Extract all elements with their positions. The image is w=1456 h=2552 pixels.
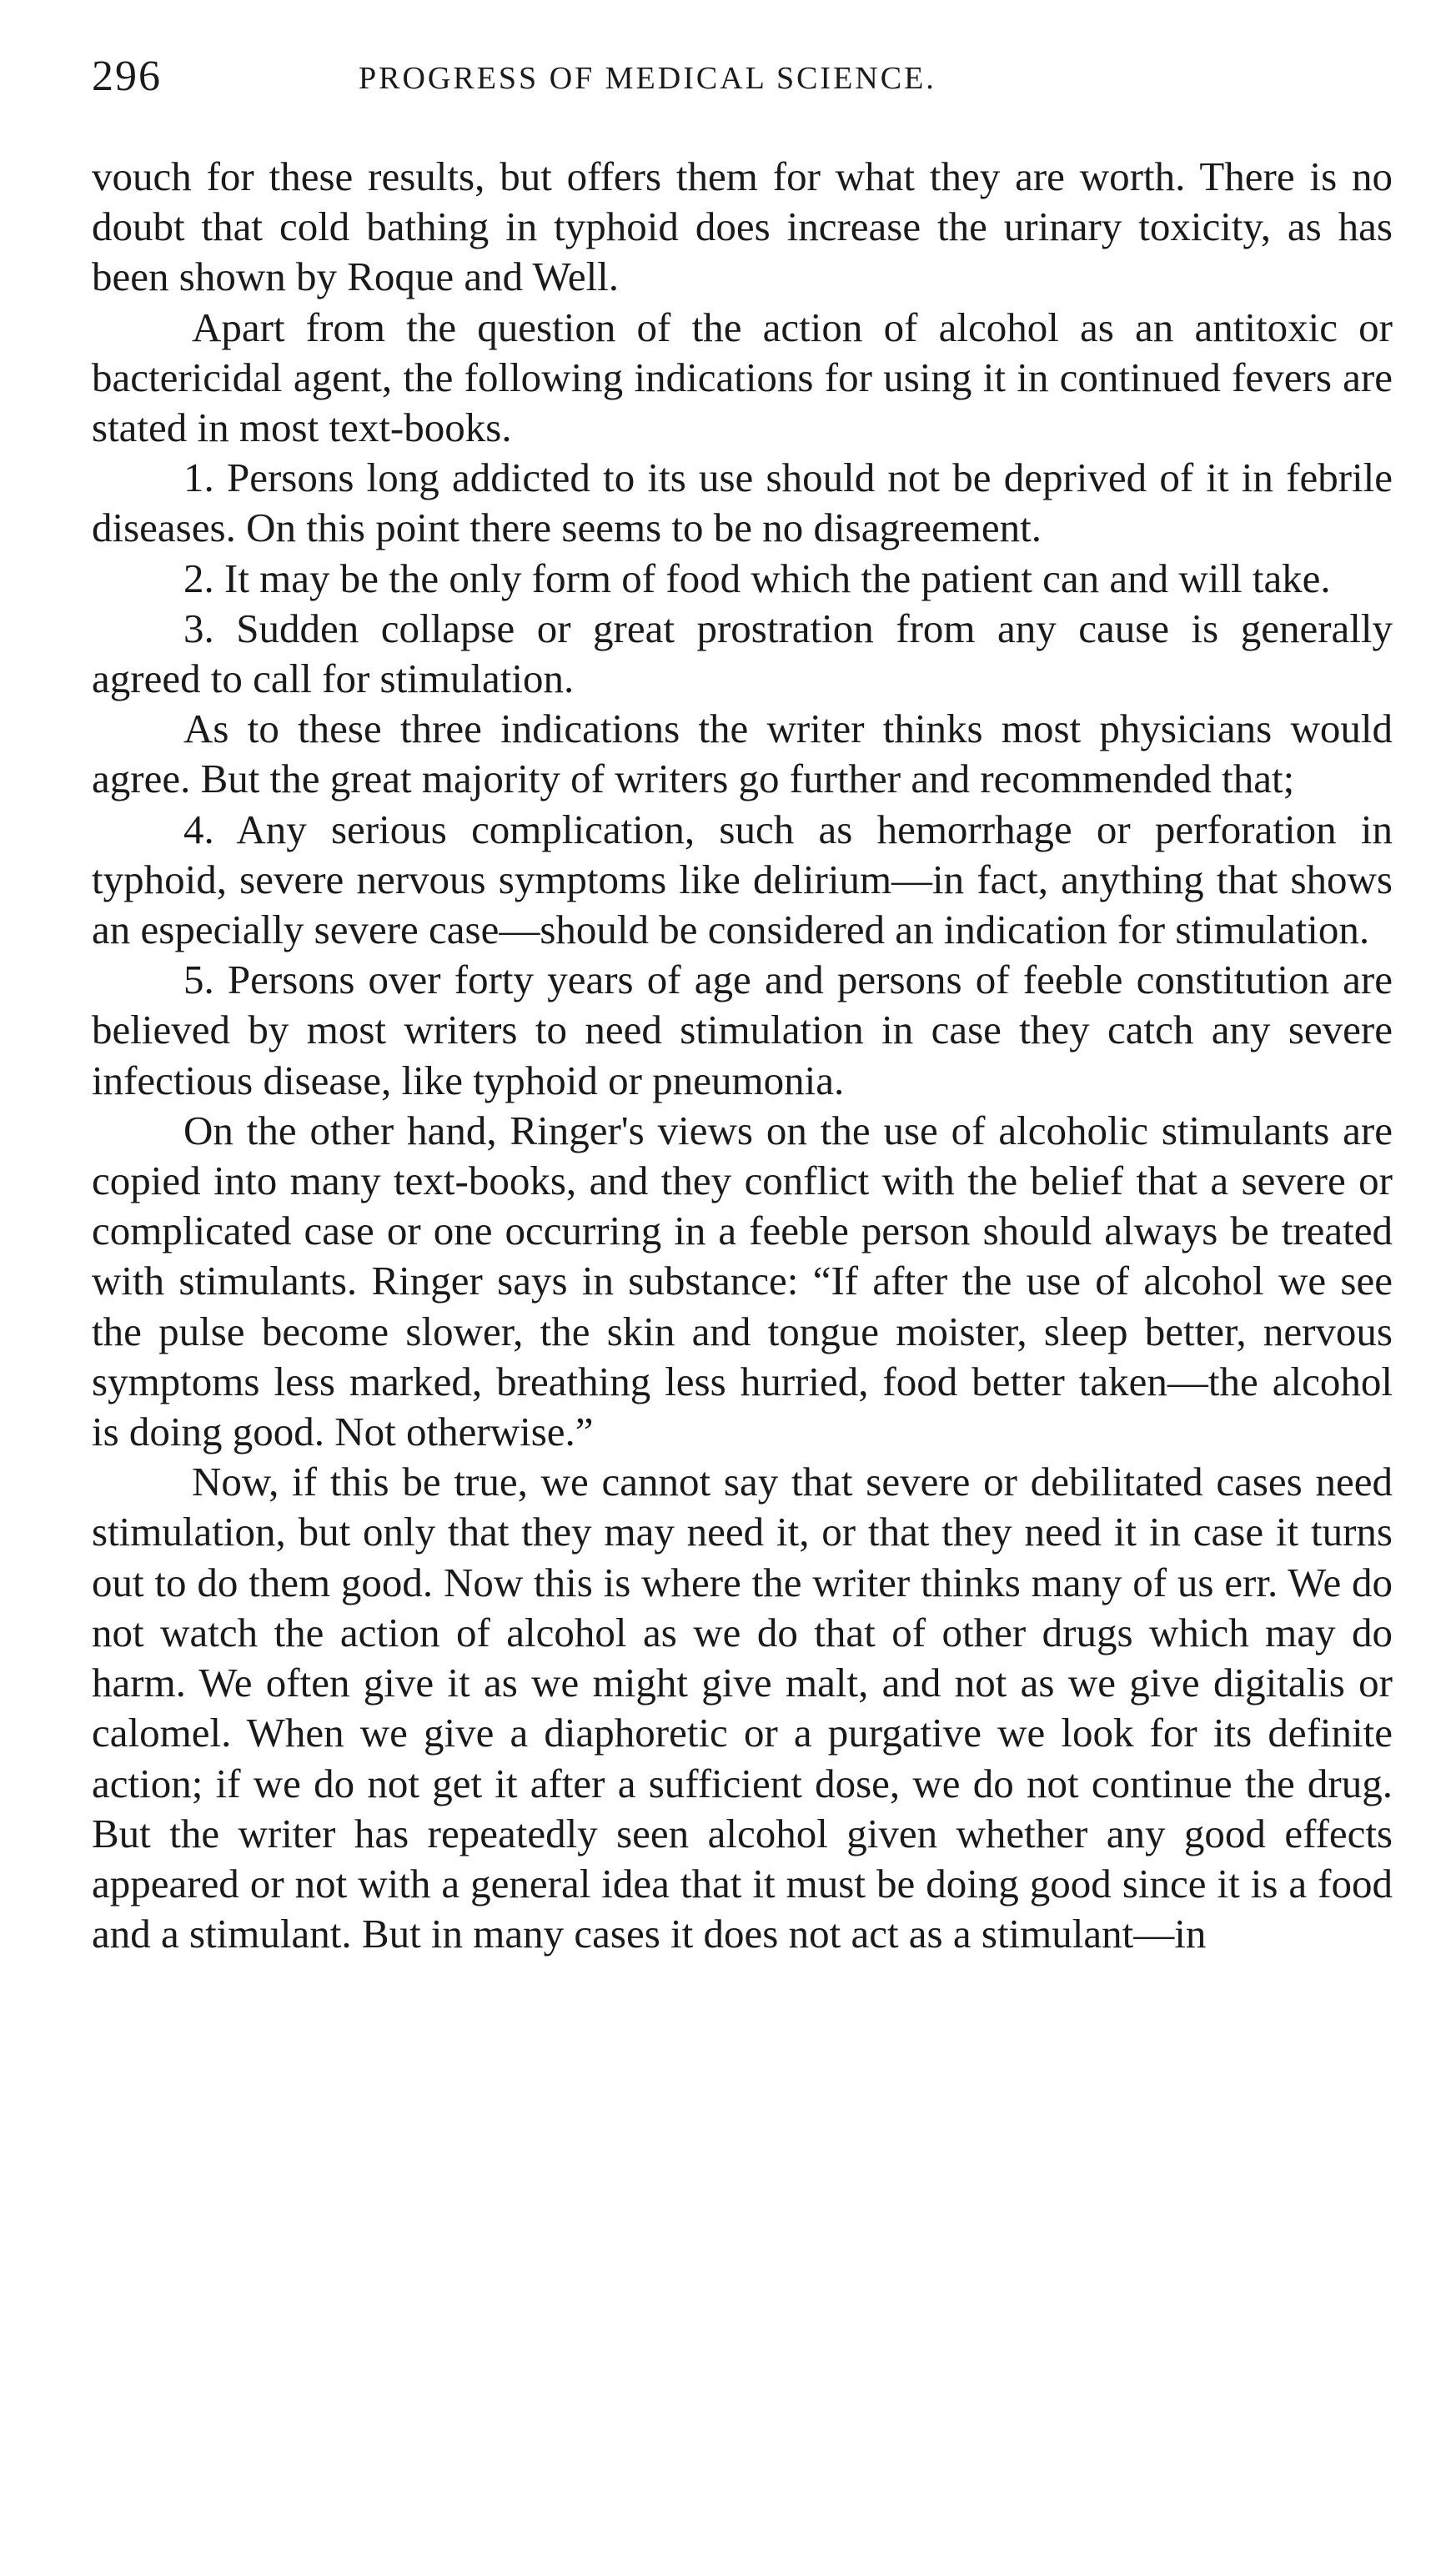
paragraph-three-indications: As to these three indications the writer thinks most physicians would agree. But the great majority of writers go further and recommended that; [92,706,1393,802]
list-item-3: 3. Sudden collapse or great prostration from any cause is generally agreed to call for stimulation. [92,605,1393,702]
page-number: 296 [92,53,162,100]
paragraph-alcohol-indications: Apart from the question of the action of alcohol as an antitoxic or bactericidal agent, the following indications for using it in continued fevers are stated in most text-books. [92,304,1393,451]
paragraph-ringer-views: On the other hand, Ringer's views on the use of alcoholic stimulants are copied into many text-books, and they conflict with the belief that a severe or complicated case or one occurring in a feeble person should always be treated with stimulants. Ringer says in substance: “If after the use of alcohol we see the pulse become slower, the skin and tongue moister, sleep better, nervous symptoms less marked, breathing less hurried, food better taken—the alcohol is doing good. Not otherwise.” [92,1107,1393,1455]
list-item-2: 2. It may be the only form of food which the patient can and will take. [183,555,1331,601]
body-text [92,152,1393,1959]
running-head: PROGRESS OF MEDICAL SCIENCE. [359,61,936,96]
page-header [92,52,1376,118]
list-item-5: 5. Persons over forty years of age and persons of feeble constitution are believed by most writers to need stimulation in case they catch any severe infectious disease, like typhoid or pneumonia. [92,957,1393,1103]
list-item-1: 1. Persons long addicted to its use should not be deprived of it in febrile diseases. On this point there seems to be no disagreement. [92,455,1393,551]
paragraph-continuation: vouch for these results, but offers them for what they are worth. There is no doubt that cold bathing in typhoid does increase the urinary toxicity, as has been shown by Roque and Well. [92,153,1393,300]
list-item-4: 4. Any serious complication, such as hemorrhage or perforation in typhoid, severe nervous symptoms like delirium—in fact, anything that shows an especially severe case—should be considered an indication for stimulation. [92,806,1393,953]
paragraph-now-if-true: Now, if this be true, we cannot say that severe or debilitated cases need stimulation, but only that they may need it, or that they need it in case it turns out to do them good. Now this is where the writer thinks many of us err. We do not watch the action of alcohol as we do that of other drugs which may do harm. We often give it as we might give malt, and not as we give digitalis or calomel. When we give a diaphoretic or a purgative we look for its definite action; if we do not get it after a sufficient dose, we do not continue the drug. But the writer has repeatedly seen alcohol given whether any good effects appeared or not with a general idea that it must be doing good since it is a food and a stimulant. But in many cases it does not act as a stimulant—in [92,1459,1393,1957]
